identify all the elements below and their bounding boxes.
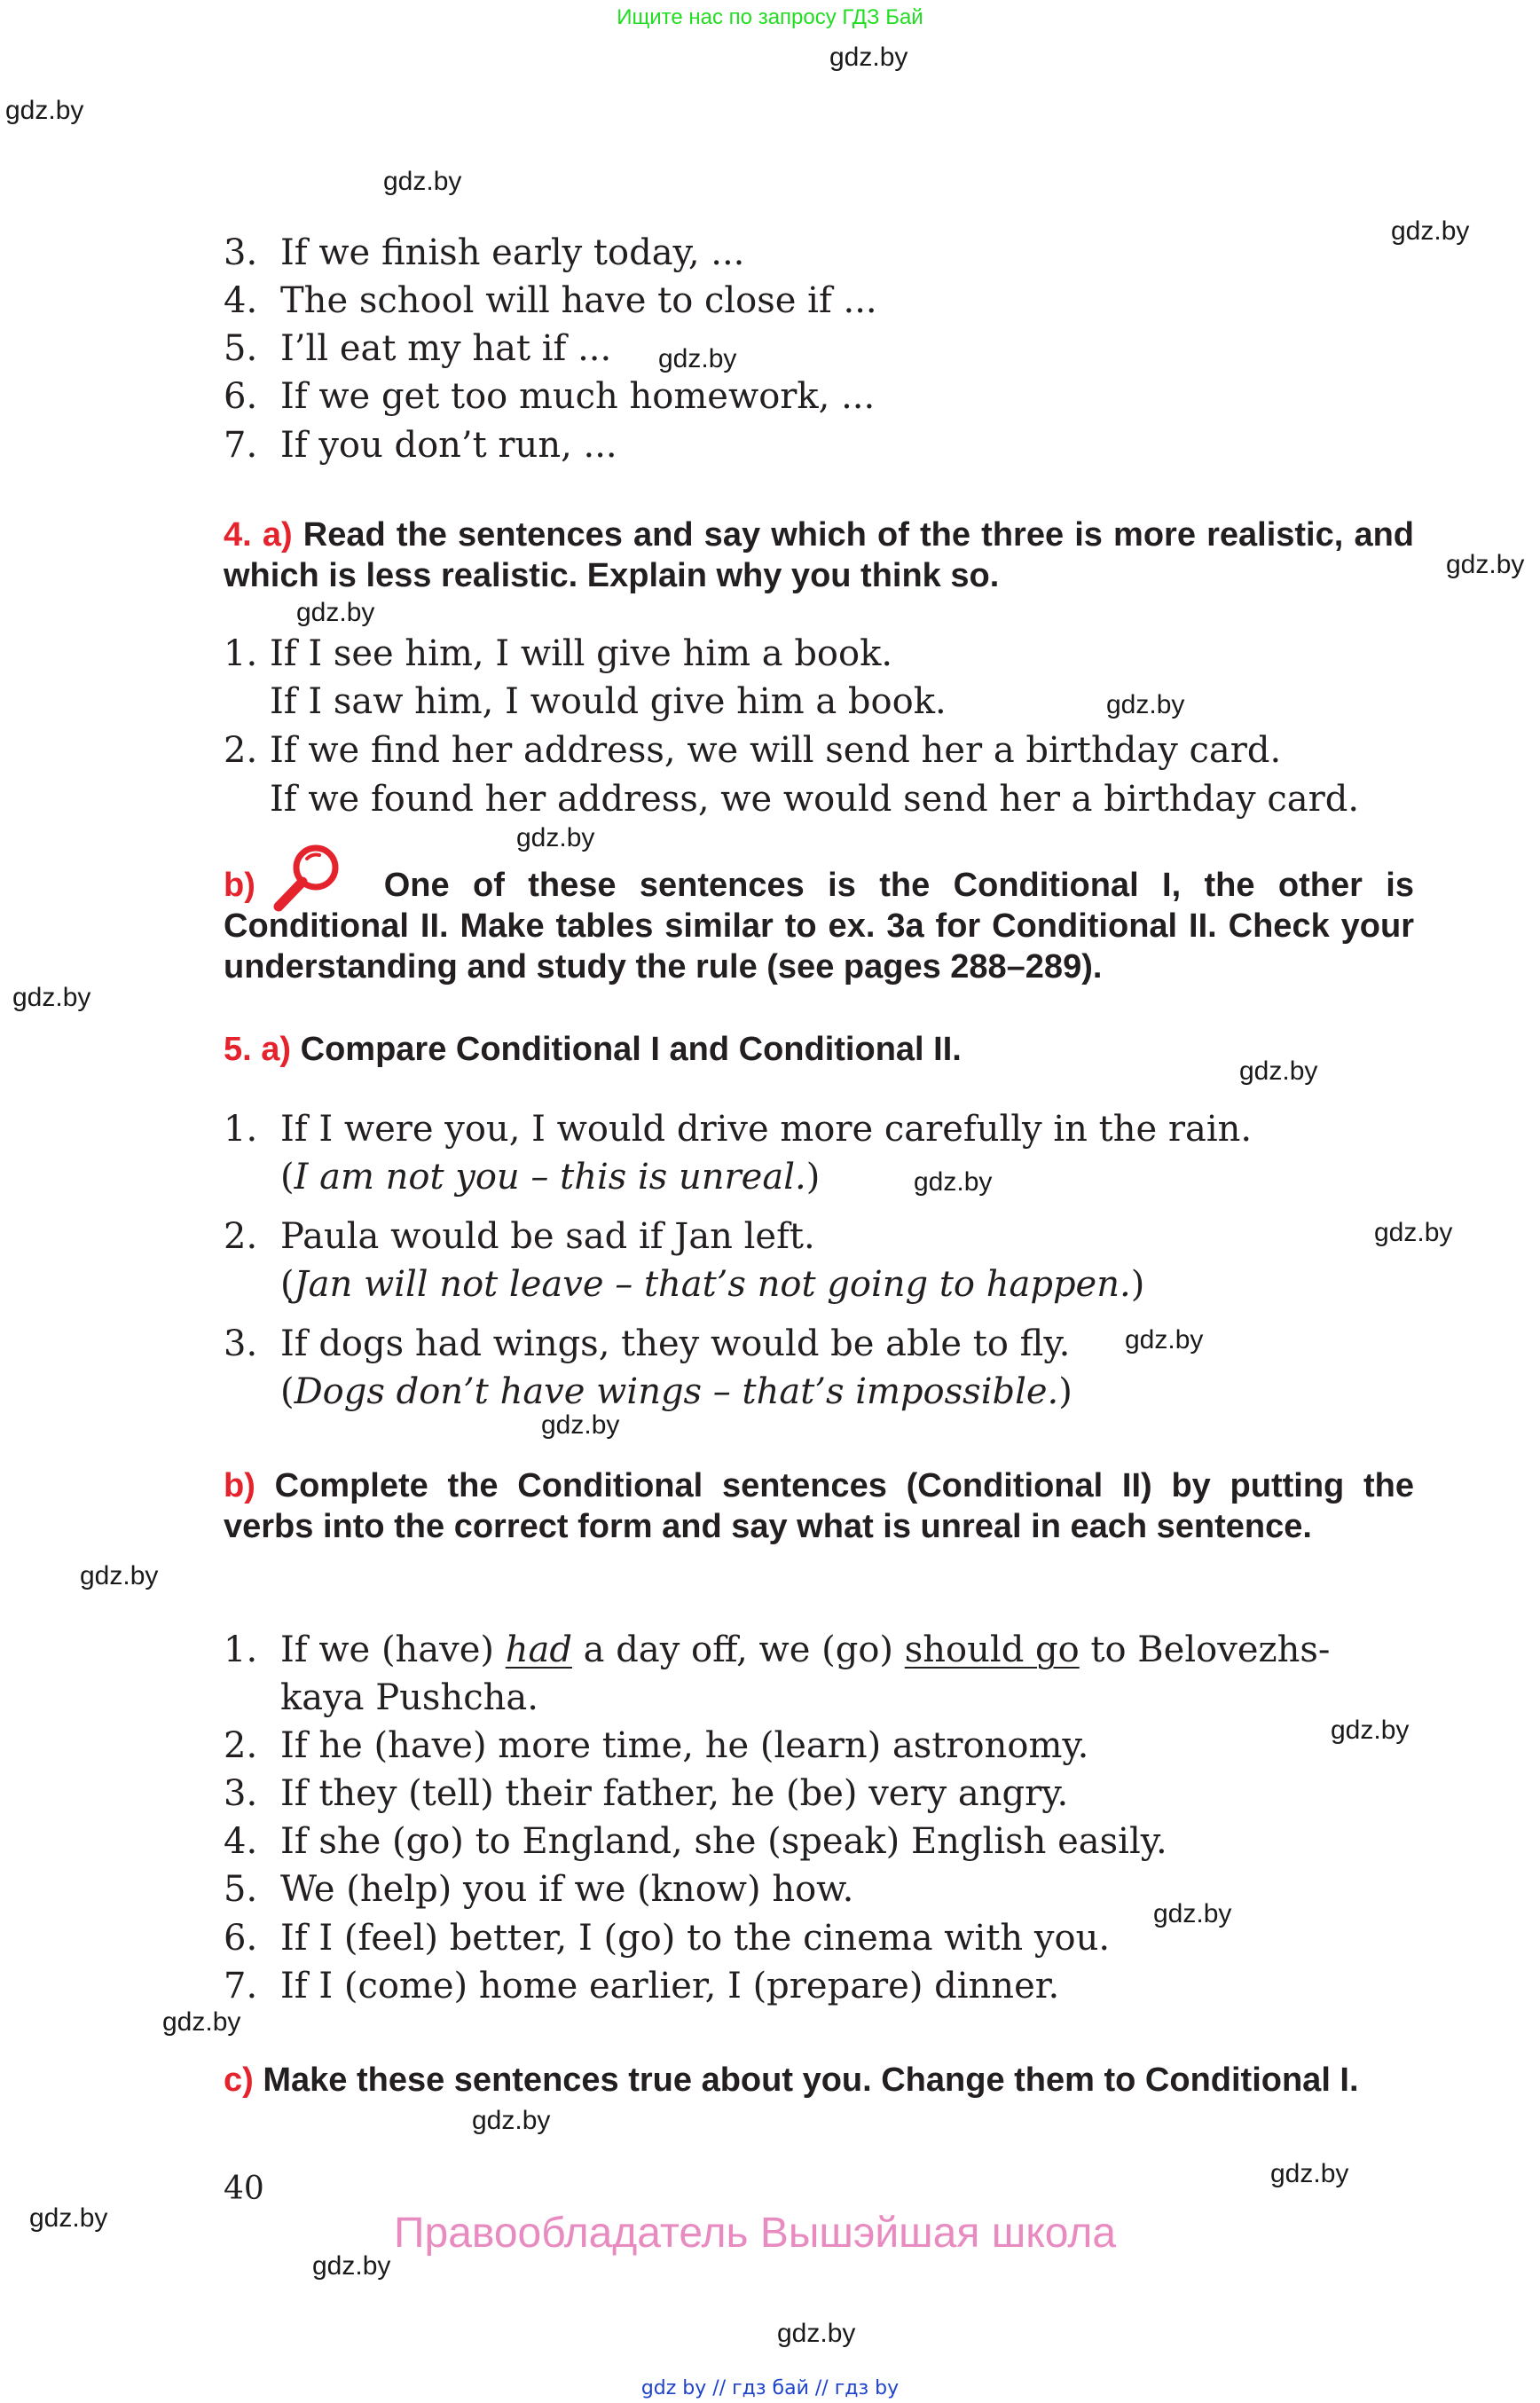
list-item: 6. If we get too much homework, ... [224, 376, 876, 417]
exercise-5b-instruction: b) Complete the Conditional sentences (Conditional II) by putting the verbs into the correct form and say what is unreal in each sentence. [224, 1467, 1414, 1545]
exercise-item-continuation: kaya Pushcha. [280, 1677, 538, 1718]
watermark: gdz.by [1270, 2159, 1349, 2188]
task-label: b) [224, 867, 255, 904]
watermark: gdz.by [777, 2319, 856, 2348]
answer-blank: should go [904, 1629, 1080, 1670]
watermark: gdz.by [658, 344, 737, 373]
watermark: gdz.by [29, 2203, 108, 2233]
example-sentence: 1. If I see him, I will give him a book. [224, 633, 893, 674]
exercise-item: 5. We (help) you if we (know) how. [224, 1869, 854, 1910]
watermark: gdz.by [914, 1167, 993, 1197]
exercise-item-example: 1. If we (have) had a day off, we (go) should go to Belovezhs- [224, 1629, 1331, 1670]
copyright-notice: Правообладатель Вышэйшая школа [394, 2210, 1117, 2257]
answer-blank: had [505, 1629, 572, 1670]
watermark: gdz.by [1106, 690, 1185, 719]
example-sentence: 2. If we find her address, we will send her a birthday card. [224, 730, 1282, 771]
exercise-4b-instruction: b) One of these sentences is the Conditional I, the other is Conditional II. Make tables similar to ex. 3a for Conditional II. Check your understanding and study the rule (see pages 288–289). [224, 867, 1415, 986]
watermark: gdz.by [1239, 1056, 1318, 1086]
watermark: gdz.by [1125, 1325, 1204, 1355]
list-item: 5. I’ll eat my hat if ... [224, 328, 612, 369]
watermark: gdz.by [5, 96, 84, 125]
watermark: gdz.by [12, 983, 91, 1012]
example-sentence: If I saw him, I would give him a book. [270, 681, 947, 722]
comparison-sentence: 2. Paula would be sad if Jan left. [224, 1216, 815, 1257]
watermark: gdz.by [1153, 1899, 1232, 1928]
top-banner[interactable]: Ищите нас по запросу ГДЗ Бай [617, 5, 923, 29]
watermark: gdz.by [472, 2106, 551, 2135]
list-item: 4. The school will have to close if ... [224, 280, 877, 321]
watermark: gdz.by [296, 598, 375, 627]
comparison-sentence: 1. If I were you, I would drive more carefully in the rain. [224, 1109, 1253, 1150]
comparison-note: (Jan will not leave – that’s not going to happen.) [280, 1264, 1145, 1305]
watermark: gdz.by [541, 1410, 620, 1440]
comparison-note: (I am not you – this is unreal.) [280, 1157, 821, 1198]
watermark: gdz.by [516, 823, 595, 852]
footer-links[interactable]: gdz by // гдз бай // гдз by [640, 2377, 900, 2399]
watermark: gdz.by [1391, 216, 1470, 246]
watermark: gdz.by [383, 167, 462, 196]
task-label: b) [224, 1467, 255, 1504]
page-number: 40 [224, 2171, 264, 2207]
watermark: gdz.by [829, 43, 908, 72]
watermark: gdz.by [312, 2251, 391, 2281]
task-label: a) [262, 516, 293, 554]
exercise-item: 6. If I (feel) better, I (go) to the cinema with you. [224, 1918, 1111, 1959]
exercise-5a-instruction: 5. a) Compare Conditional I and Conditional II. [224, 1031, 962, 1068]
exercise-item: 3. If they (tell) their father, he (be) very angry. [224, 1773, 1069, 1814]
exercise-4a-instruction: 4. a) Read the sentences and say which of the three is more realistic, and which is less realistic. Explain why you think so. [224, 516, 1414, 594]
exercise-number: 4. [224, 516, 252, 554]
watermark: gdz.by [1331, 1716, 1410, 1745]
comparison-sentence: 3. If dogs had wings, they would be able to fly. [224, 1323, 1071, 1364]
exercise-item: 2. If he (have) more time, he (learn) astronomy. [224, 1725, 1089, 1766]
exercise-5c-instruction: c) Make these sentences true about you. Change them to Conditional I. [224, 2061, 1359, 2099]
task-label: a) [261, 1031, 292, 1068]
example-sentence: If we found her address, we would send her a birthday card. [270, 779, 1360, 820]
watermark: gdz.by [80, 1561, 159, 1590]
watermark: gdz.by [1374, 1218, 1453, 1247]
watermark: gdz.by [1446, 550, 1525, 579]
list-item: 7. If you don’t run, ... [224, 425, 617, 466]
exercise-number: 5. [224, 1031, 252, 1068]
exercise-item: 4. If she (go) to England, she (speak) English easily. [224, 1821, 1167, 1862]
exercise-item: 7. If I (come) home earlier, I (prepare) dinner. [224, 1966, 1060, 2006]
watermark: gdz.by [162, 2007, 241, 2037]
list-item: 3. If we finish early today, ... [224, 232, 745, 273]
task-label: c) [224, 2061, 254, 2099]
comparison-note: (Dogs don’t have wings – that’s impossible.) [280, 1371, 1072, 1412]
